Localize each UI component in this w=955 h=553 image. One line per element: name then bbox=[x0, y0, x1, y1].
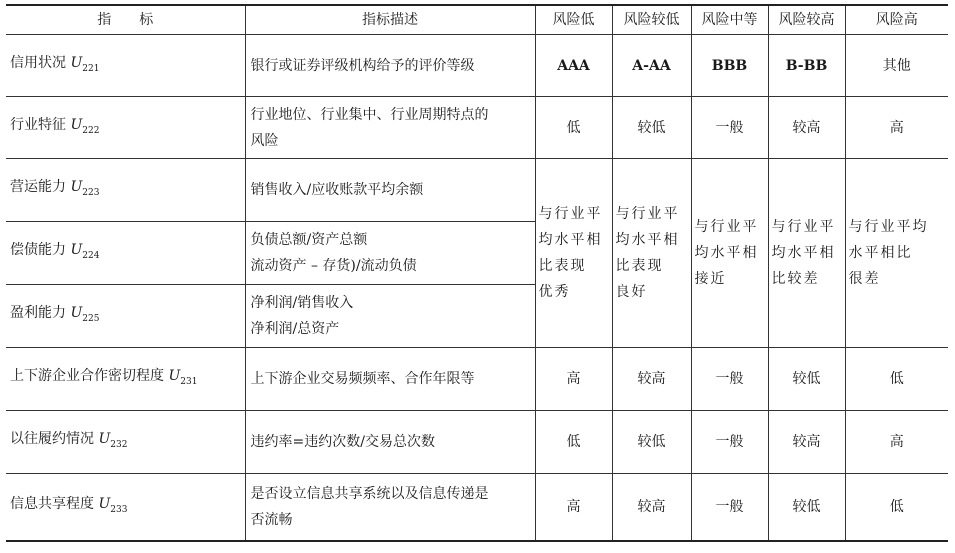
value-cell: 较高 bbox=[612, 348, 691, 411]
merged-line: 均水平相 bbox=[538, 232, 603, 248]
value-cell: 较高 bbox=[768, 411, 845, 474]
merged-line: 比较差 bbox=[771, 271, 820, 287]
header-risk-high: 风险高 bbox=[845, 5, 948, 35]
indicator-information-sharing bbox=[6, 474, 245, 542]
merged-line: 水平相比 bbox=[848, 245, 913, 261]
description-cell bbox=[245, 474, 535, 542]
description-line: 净利润/销售收入 bbox=[250, 295, 354, 311]
indicator-code: U bbox=[70, 179, 83, 195]
table-row bbox=[6, 35, 948, 97]
indicator-name: 上下游企业合作密切程度 bbox=[10, 368, 164, 384]
merged-line: 与行业平 bbox=[615, 206, 680, 222]
value-cell: 一般 bbox=[691, 411, 768, 474]
description-line: 销售收入/应收账款平均余额 bbox=[250, 182, 424, 198]
merged-line: 很差 bbox=[848, 271, 881, 287]
indicator-code-subscript: 232 bbox=[110, 440, 128, 450]
value-cell: 高 bbox=[535, 348, 612, 411]
value-cell: 低 bbox=[535, 411, 612, 474]
header-risk-medium: 风险中等 bbox=[691, 5, 768, 35]
value-cell: BBB bbox=[691, 35, 768, 97]
indicator-code: U bbox=[70, 116, 83, 133]
indicator-code-subscript: 231 bbox=[180, 377, 198, 387]
value-cell: 一般 bbox=[691, 97, 768, 159]
merged-line: 与行业平 bbox=[694, 219, 759, 235]
value-cell: 高 bbox=[845, 97, 948, 159]
table-row bbox=[6, 159, 948, 222]
value-cell: A-AA bbox=[612, 35, 691, 97]
description-line: 银行或证券评级机构给予的评价等级 bbox=[250, 57, 475, 74]
description-line: 违约率=违约次数/交易总次数 bbox=[250, 434, 435, 450]
merged-line: 均水平相 bbox=[615, 232, 680, 248]
indicator-operating-capacity bbox=[6, 159, 245, 222]
header-indicator: 指 标 bbox=[6, 5, 245, 35]
description-line: 上下游企业交易频频率、合作年限等 bbox=[250, 371, 475, 387]
description-line: 是否设立信息共享系统以及信息传递是 bbox=[250, 486, 489, 502]
description-cell bbox=[245, 285, 535, 348]
indicator-industry-features bbox=[6, 97, 245, 159]
merged-line: 优秀 bbox=[538, 284, 571, 300]
indicator-cooperation bbox=[6, 348, 245, 411]
header-risk-lower: 风险较低 bbox=[612, 5, 691, 35]
description-cell bbox=[245, 348, 535, 411]
merged-value-risk-low bbox=[535, 159, 612, 348]
value-cell: 较低 bbox=[768, 348, 845, 411]
indicator-name: 营运能力 bbox=[10, 179, 66, 195]
value-cell: 较低 bbox=[612, 411, 691, 474]
merged-line: 与行业平 bbox=[538, 206, 603, 222]
description-cell bbox=[245, 35, 535, 97]
indicator-profitability bbox=[6, 285, 245, 348]
merged-line: 接近 bbox=[694, 271, 727, 287]
description-cell bbox=[245, 97, 535, 159]
table-row bbox=[6, 474, 948, 542]
description-line: 风险 bbox=[250, 132, 279, 149]
value-cell: 其他 bbox=[845, 35, 948, 97]
merged-line: 比表现 bbox=[538, 258, 587, 274]
indicator-code: U bbox=[98, 431, 111, 447]
merged-line: 与行业平 bbox=[771, 219, 836, 235]
description-cell bbox=[245, 411, 535, 474]
value-cell: 低 bbox=[845, 348, 948, 411]
indicator-name: 信息共享程度 bbox=[10, 496, 94, 512]
description-line: 流动资产 – 存货)/流动负债 bbox=[250, 258, 417, 274]
description-line: 行业地位、行业集中、行业周期特点的 bbox=[250, 106, 489, 123]
indicator-name: 信用状况 bbox=[10, 54, 66, 71]
indicator-code-subscript: 221 bbox=[82, 63, 100, 74]
indicator-name: 以往履约情况 bbox=[10, 431, 94, 447]
header-risk-higher: 风险较高 bbox=[768, 5, 845, 35]
table-row bbox=[6, 348, 948, 411]
value-cell: 一般 bbox=[691, 348, 768, 411]
description-line: 负债总额/资产总额 bbox=[250, 232, 368, 248]
description-line: 净利润/总资产 bbox=[250, 321, 340, 337]
merged-value-risk-higher bbox=[768, 159, 845, 348]
value-cell: 较低 bbox=[768, 474, 845, 542]
value-cell: 较低 bbox=[612, 97, 691, 159]
indicator-name: 行业特征 bbox=[10, 116, 66, 133]
header-row bbox=[6, 5, 948, 35]
indicator-code: U bbox=[98, 496, 111, 512]
indicator-credit-status bbox=[6, 35, 245, 97]
header-risk-low: 风险低 bbox=[535, 5, 612, 35]
indicator-code: U bbox=[168, 368, 181, 384]
indicator-name: 盈利能力 bbox=[10, 305, 66, 321]
indicator-code: U bbox=[70, 54, 83, 71]
indicator-code-subscript: 224 bbox=[82, 251, 100, 261]
description-cell bbox=[245, 222, 535, 285]
value-cell: AAA bbox=[535, 35, 612, 97]
value-cell: 高 bbox=[535, 474, 612, 542]
merged-line: 均水平相 bbox=[771, 245, 836, 261]
value-cell: 较高 bbox=[612, 474, 691, 542]
indicator-name: 偿债能力 bbox=[10, 242, 66, 258]
value-cell: 高 bbox=[845, 411, 948, 474]
header-description: 指标描述 bbox=[245, 5, 535, 35]
indicator-past-performance bbox=[6, 411, 245, 474]
merged-value-risk-high bbox=[845, 159, 948, 348]
merged-value-risk-lower bbox=[612, 159, 691, 348]
merged-value-risk-medium bbox=[691, 159, 768, 348]
value-cell: 一般 bbox=[691, 474, 768, 542]
table-row bbox=[6, 411, 948, 474]
indicator-code: U bbox=[70, 305, 83, 321]
merged-line: 均水平相 bbox=[694, 245, 759, 261]
indicator-code-subscript: 223 bbox=[82, 188, 100, 198]
indicator-code-subscript: 233 bbox=[110, 505, 128, 515]
description-line: 否流畅 bbox=[250, 512, 293, 528]
indicator-code: U bbox=[70, 242, 83, 258]
description-cell bbox=[245, 159, 535, 222]
value-cell: B-BB bbox=[768, 35, 845, 97]
indicator-code-subscript: 225 bbox=[82, 314, 100, 324]
merged-line: 与行业平均 bbox=[848, 219, 929, 235]
table-row bbox=[6, 97, 948, 159]
risk-indicator-table bbox=[6, 4, 948, 542]
merged-line: 比表现 bbox=[615, 258, 664, 274]
value-cell: 低 bbox=[535, 97, 612, 159]
value-cell: 较高 bbox=[768, 97, 845, 159]
indicator-solvency bbox=[6, 222, 245, 285]
value-cell: 低 bbox=[845, 474, 948, 542]
indicator-code-subscript: 222 bbox=[82, 125, 100, 136]
merged-line: 良好 bbox=[615, 284, 648, 300]
